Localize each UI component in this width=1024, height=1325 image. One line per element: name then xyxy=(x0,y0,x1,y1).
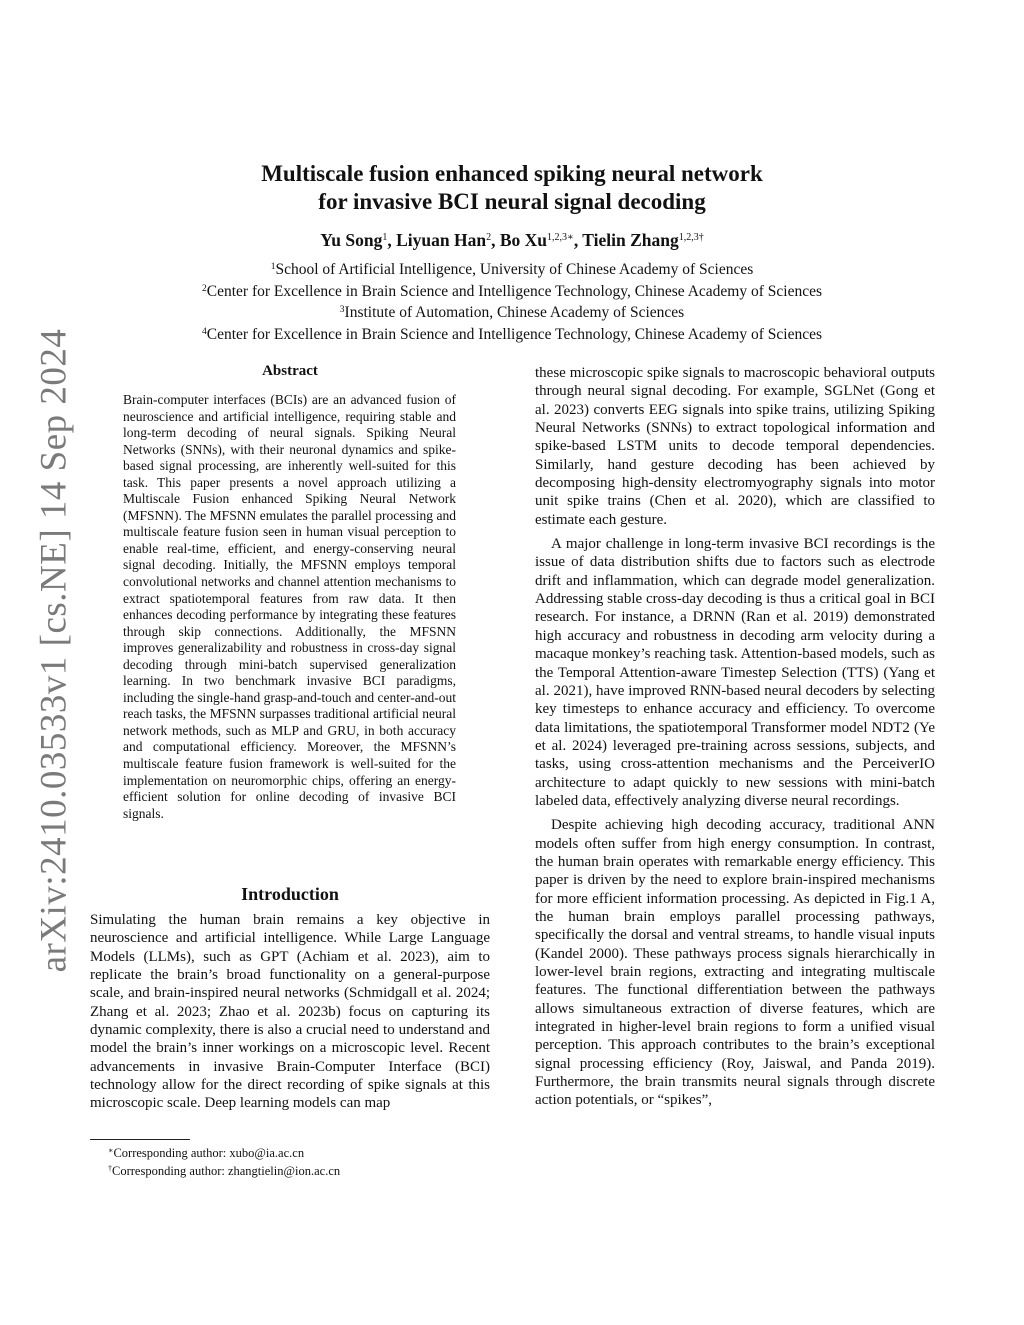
paper-title xyxy=(150,160,874,216)
affiliation-marker: 4 xyxy=(202,326,207,337)
footnote-marker: † xyxy=(108,1164,112,1173)
footnote-divider xyxy=(90,1139,190,1140)
title-line-1: Multiscale fusion enhanced spiking neural network xyxy=(261,161,763,186)
affiliation-list xyxy=(100,258,924,344)
author-name: , Tielin Zhang xyxy=(573,230,679,250)
abstract-heading: Abstract xyxy=(262,363,318,379)
arxiv-identifier-text: arXiv:2410.03533v1 [cs.NE] 14 Sep 2024 xyxy=(33,328,75,972)
affiliation-item xyxy=(100,323,924,345)
body-paragraph: these microscopic spike signals to macroscopic behavioral outputs through neural signal decoding. For example, SGLNet (Gong et al. 2023) converts EEG signals into spike trains, utilizing Spiking Neural Networks (SNNs) to extract topological information and spike-based LSTM units to decode temporal dependencies. Similarly, hand gesture decoding has been achieved by decomposing high-density electromyography signals into motor unit spike trains (Chen et al. 2020), which are classified to estimate each gesture. xyxy=(535,365,935,528)
author-name: , Liyuan Han xyxy=(387,230,487,250)
footnote-text: Corresponding author: zhangtielin@ion.ac.cn xyxy=(112,1164,341,1178)
body-paragraph: A major challenge in long-term invasive BCI recordings is the issue of data distribution shifts due to factors such as electrode drift and inflammation, which can degrade model generalization. Addressing stable cross-day decoding is thus a critical goal in BCI research. For instance, a DRNN (Ran et al. 2019) demonstrated high accuracy and robustness in decoding arm velocity during a macaque monkey’s reaching task. Attention-based models, such as the Temporal Attention-aware Timestep Selection (TTS) (Yang et al. 2021), have improved RNN-based neural decoders by selecting key timesteps to enhance accuracy and efficiency. To overcome data limitations, the spatiotemporal Transformer model NDT2 (Ye et al. 2024) leveraged pre-training across sessions, subjects, and tasks, using cross-attention mechanisms and the PerceiverIO architecture to adapt quickly to new sessions with mini-batch labeled data, effectively analyzing diverse neural recordings. xyxy=(535,536,935,809)
footnote-text: Corresponding author: xubo@ia.ac.cn xyxy=(113,1146,305,1160)
right-column xyxy=(535,364,935,1116)
footnote-marker: ∗ xyxy=(108,1146,114,1155)
title-line-2: for invasive BCI neural signal decoding xyxy=(318,189,706,214)
footnotes xyxy=(108,1143,340,1179)
author-affiliation-marker: 2 xyxy=(486,232,492,243)
affiliation-text: Institute of Automation, Chinese Academy of Sciences xyxy=(344,304,685,321)
author-name: , Bo Xu xyxy=(491,230,548,250)
author-affiliation-marker: 1,2,3† xyxy=(678,232,704,243)
footnote-item xyxy=(108,1161,340,1179)
footnote-item xyxy=(108,1143,340,1161)
arxiv-identifier-stamp xyxy=(28,328,80,972)
author-affiliation-marker: 1,2,3∗ xyxy=(547,232,574,243)
affiliation-item xyxy=(100,301,924,323)
author-name: Yu Song xyxy=(320,230,383,250)
author-affiliation-marker: 1 xyxy=(382,232,388,243)
author-list xyxy=(150,230,874,251)
abstract-body: Brain-computer interfaces (BCIs) are an advanced fusion of neuroscience and artificial intelligence, requiring stable and long-term decoding of neural signals. Spiking Neural Networks (SNNs), with their neuronal dynamics and spike-based signal processing, are inherently well-suited for this task. This paper presents a novel approach utilizing a Multiscale Fusion enhanced Spiking Neural Network (MFSNN). The MFSNN emulates the parallel processing and multiscale feature fusion seen in human visual perception to enable real-time, efficient, and energy-conserving neural signal decoding. Initially, the MFSNN employs temporal convolutional networks and channel attention mechanisms to extract spatiotemporal features from raw data. It then enhances decoding performance by integrating these features through skip connections. Additionally, the MFSNN improves generalizability and robustness in cross-day signal decoding through mini-batch supervised generalization learning. In two benchmark invasive BCI paradigms, including the single-hand grasp-and-touch and center-and-out reach tasks, the MFSNN surpasses traditional artificial neural network methods, such as MLP and GRU, in both accuracy and computational efficiency. Moreover, the MFSNN’s multiscale feature fusion framework is well-suited for the implementation on neuromorphic chips, offering an energy-efficient solution for online decoding of invasive BCI signals. xyxy=(123,392,456,821)
affiliation-text: Center for Excellence in Brain Science and Intelligence Technology, Chinese Academy of Sciences xyxy=(206,282,822,300)
affiliation-text: Center for Excellence in Brain Science and Intelligence Technology, Chinese Academy of Sciences xyxy=(206,325,822,343)
introduction-paragraph: Simulating the human brain remains a key objective in neuroscience and artificial intelligence. While Large Language Models (LLMs), such as GPT (Achiam et al. 2023), aim to replicate the brain’s broad functionality on a general-purpose scale, and brain-inspired neural networks (Schmidgall et al. 2024; Zhang et al. 2023; Zhao et al. 2023b) focus on capturing its dynamic complexity, there is also a crucial need to understand and model the brain’s inner workings on a microscopic level. Recent advancements in invasive Brain-Computer Interface (BCI) technology allow for the direct recording of spike signals at this microscopic scale. Deep learning models can map xyxy=(90,912,490,1112)
affiliation-marker: 2 xyxy=(202,283,207,294)
affiliation-marker: 1 xyxy=(270,262,276,272)
affiliation-marker: 3 xyxy=(339,305,345,315)
introduction-heading: Introduction xyxy=(241,884,339,904)
affiliation-item xyxy=(100,280,924,302)
body-paragraph: Despite achieving high decoding accuracy, traditional ANN models often suffer from high energy consumption. In contrast, the human brain operates with remarkable energy efficiency. This paper is driven by the need to explore brain-inspired mechanisms for more efficient information processing. As depicted in Fig.1 A, the human brain employs parallel processing pathways, specifically the dorsal and ventral streams, to handle visual inputs (Kandel 2000). These pathways process signals hierarchically in lower-level brain regions, extracting and integrating multiscale features. The functional differentiation between the pathways allows simultaneous extraction of diverse features, which are integrated in higher-level brain regions to form a unified visual perception. This approach contributes to the brain’s exceptional signal processing efficiency (Roy, Jaiswal, and Panda 2019). Furthermore, the brain transmits neural signals through discrete action potentials, or “spikes”, xyxy=(535,817,935,1109)
affiliation-text: School of Artificial Intelligence, University of Chinese Academy of Sciences xyxy=(275,261,754,278)
affiliation-item xyxy=(100,258,924,280)
